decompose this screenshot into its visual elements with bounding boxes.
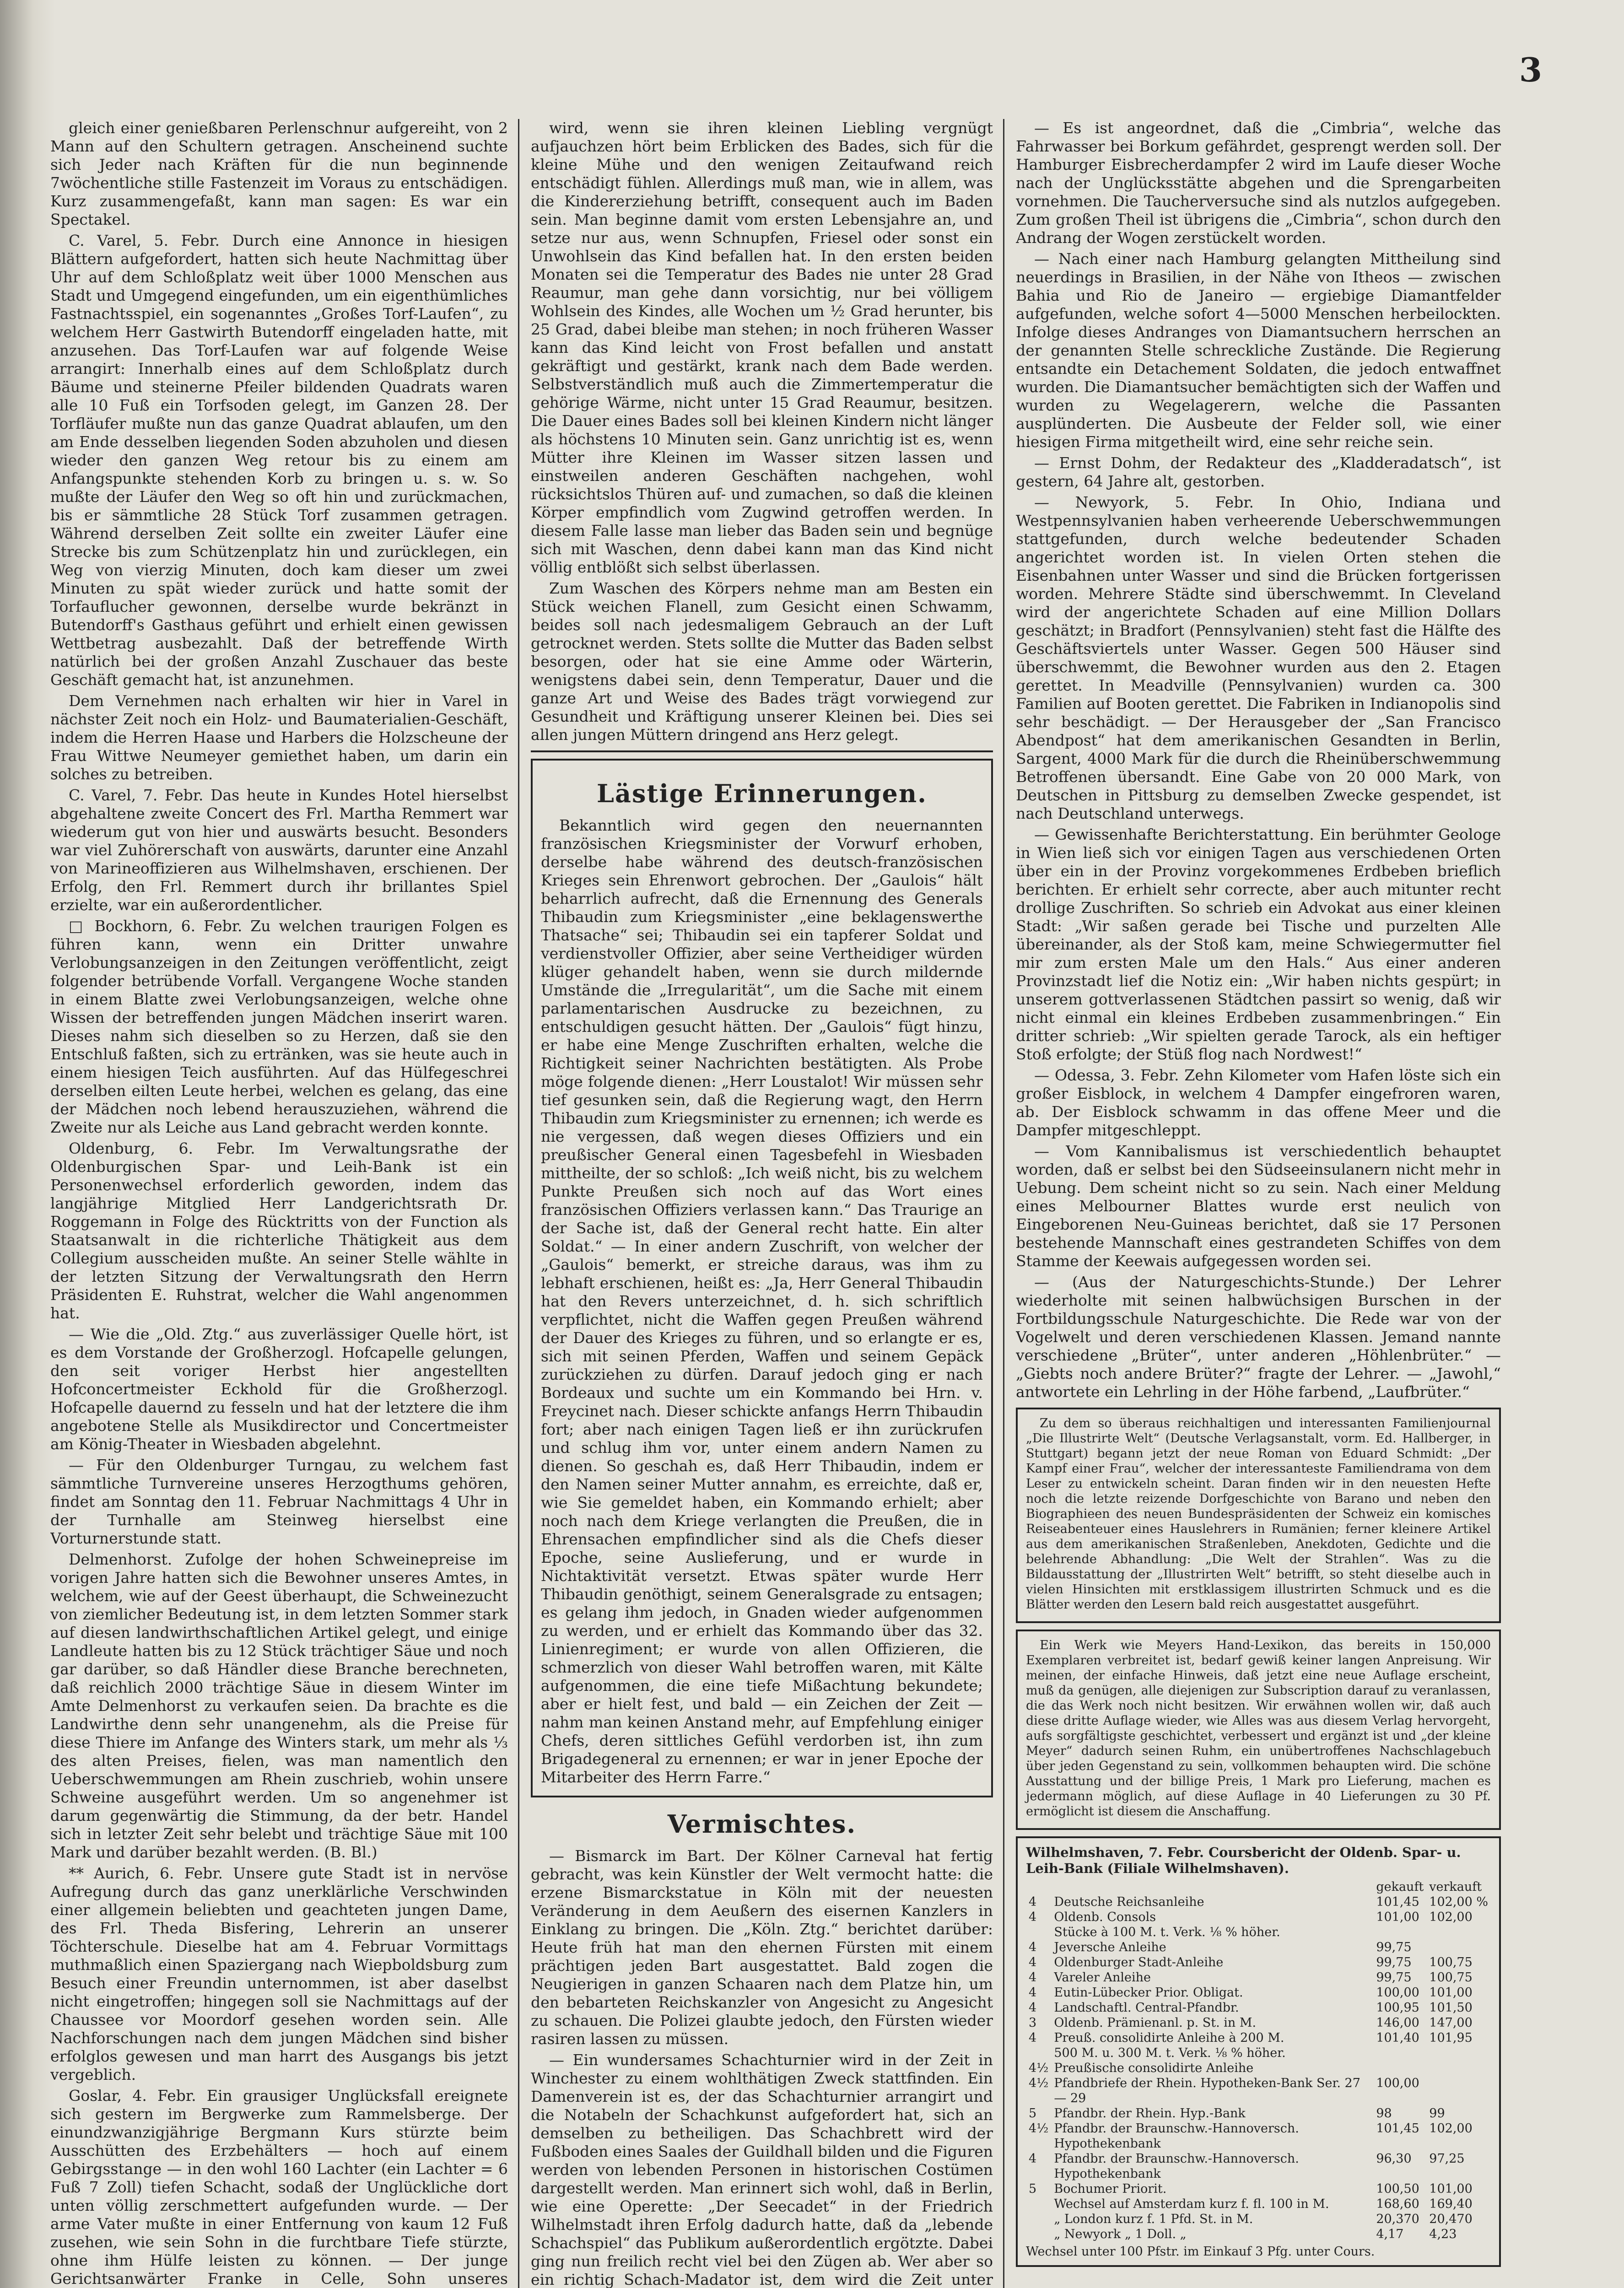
table-cell: Oldenb. Prämienanl. p. St. in M. xyxy=(1054,2016,1257,2030)
column-1-articles xyxy=(50,119,508,2288)
table-cell: 101,50 xyxy=(1429,2001,1473,2015)
table-cell: Pfandbr. der Rhein. Hyp.-Bank xyxy=(1054,2106,1246,2121)
column-2-baden-continued xyxy=(531,119,993,744)
table-cell: 500 M. u. 300 M. t. Verk. ⅛ % höher. xyxy=(1054,2046,1286,2060)
article-paragraph: gleich einer genießbaren Perlenschnur aufgereiht, von 2 Mann auf den Schultern getragen. Anscheinend suchte sich Jeder nach Kräften für die nun beginnende 7wöchentliche stille Fastenzeit im Voraus zu entschädigen. Kurz zusammengefaßt, kann man sagen: Es war ein Spectakel. xyxy=(50,119,508,228)
table-cell xyxy=(1026,1925,1051,1940)
meyers-lexikon-notice xyxy=(1016,1630,1501,1830)
table-cell: 99,75 xyxy=(1376,1955,1412,1970)
table-row xyxy=(1026,1940,1491,1955)
table-cell: 168,60 xyxy=(1376,2197,1419,2211)
article-paragraph: Zum Waschen des Körpers nehme man am Besten ein Stück weichen Flanell, zum Gesicht einen Schwamm, beides soll nach jedesmaligem Gebrauch an der Luft getrocknet werden. Stets sollte die Mutter das Baden selbst besorgen, oder hat sie eine Amme oder Wärterin, wenigstens dabei sein, denn Temperatur, Dauer und die ganze Art und Weise des Bades trägt vorwiegend zur Gesundheit und Kräftigung unserer Kleinen bei. Dies sei allen jungen Müttern dringend ans Herz gelegt. xyxy=(531,579,993,744)
coursbericht-header: Wilhelmshaven, 7. Febr. Coursbericht der Oldenb. Spar- u. Leih-Bank (Filiale Wilhelmshaven). xyxy=(1026,1845,1461,1876)
column-3-articles xyxy=(1016,119,1501,1401)
table-cell: 101,95 xyxy=(1429,2031,1473,2045)
table-cell: Preußische consolidirte Anleihe xyxy=(1054,2061,1254,2075)
coursbericht-header-row xyxy=(1026,1879,1491,1894)
table-cell: 147,00 xyxy=(1429,2016,1473,2030)
table-row xyxy=(1026,2106,1491,2121)
table-cell: 5 xyxy=(1029,2106,1037,2121)
table-row xyxy=(1026,2076,1491,2106)
article-paragraph: Bekanntlich wird gegen den neuernannten französischen Kriegsminister der Vorwurf erhoben, derselbe habe während des deutsch-französischen Krieges sein Ehrenwort gebrochen. Der „Gaulois“ hält beharrlich aufrecht, daß die Ernennung des Generals Thibaudin zum Kriegsminister „eine beklagenswerthe Thatsache“ sei; Thibaudin sei ein tapferer Soldat und verdienstvoller Offizier, aber seine Vertheidiger würden klüger gehandelt haben, wenn sie durch mildernde Umstände die „Irregularität“, um die Sache mit einem parlamentarischen Ausdrucke zu bezeichnen, zu entschuldigen gesucht hätten. Der „Gaulois“ fügt hinzu, er habe eine Menge Zuschriften erhalten, welche die Richtigkeit seiner Nachrichten bestätigten. Als Probe möge folgende dienen: „Herr Loustalot! Wir müssen sehr tief gesunken sein, daß die Regierung wagt, den Herrn Thibaudin zum Kriegsminister zu ernennen; ich werde es nie vergessen, daß wegen dieses Offiziers und ein preußischer General einen Tagesbefehl in Wiesbaden mittheilte, der so schloß: „Ich weiß nicht, bis zu welchem Punkte Preußen sich noch auf das Wort eines französischen Offiziers verlassen kann.“ Das Traurige an der Sache ist, daß der General recht hatte. Ein alter Soldat.“ — In einer andern Zuschrift, von welcher der „Gaulois“ bemerkt, er streiche daraus, was ihm zu lebhaft erschienen, heißt es: „Ja, Herr General Thibaudin hat den Revers unterzeichnet, d. h. sich schriftlich verpflichtet, nicht die Waffen gegen Preußen während der Dauer des Krieges zu führen, und so erlangte er es, sich mit seinen Pferden, Waffen und seinem Gepäck zurückziehen zu dürfen. Darauf jedoch ging er nach Bordeaux und suchte um ein Kommando bei Hrn. v. Freycinet nach. Dieser schickte anfangs Herrn Thibaudin fort; aber nach einigen Tagen ließ er ihn zurückrufen und schlug ihm vor, unter einem andern Namen zu dienen. So geschah es, daß Herr Thibaudin, indem er den Namen seiner Mutter annahm, es erreichte, daß er, wie Sie gemeldet haben, ein Kommando erhielt; aber noch nach dem Kriege verlangten die Preußen, die in Ehrensachen empfindlicher sind als die Chefs dieser Epoche, seine Auslieferung, und er wurde in Nichtaktivität versetzt. Etwas später wurde Herr Thibaudin genöthigt, seinem Generalsgrade zu entsagen; es gelang ihm jedoch, in Gnaden wieder aufgenommen zu werden, und er erhielt das Kommando über das 32. Linienregiment; er wurde von allen Offizieren, die schmerzlich von dieser Wahl betroffen waren, mit Kälte aufgenommen, die eine tiefe Mißachtung bekundete; aber er hielt fest, und bald — ein Zeichen der Zeit — nahm man keinen Anstand mehr, auf Empfehlung einiger Chefs, deren sittliches Gefühl verdorben ist, ihn zum Brigadegeneral zu ernennen; er war in jener Epoche der Mitarbeiter des Herrn Farre.“ xyxy=(541,816,983,1786)
table-cell: 20,470 xyxy=(1429,2212,1473,2226)
table-cell: 97,25 xyxy=(1429,2152,1465,2166)
column-1 xyxy=(50,119,508,2288)
table-cell: 101,00 xyxy=(1429,2182,1473,2196)
table-cell: Oldenburger Stadt-Anleihe xyxy=(1054,1955,1224,1970)
table-cell xyxy=(1426,1940,1491,1955)
coursbericht-rows xyxy=(1026,1894,1491,2242)
newspaper-page xyxy=(50,50,1560,2288)
table-cell: 146,00 xyxy=(1376,2016,1419,2030)
table-cell: Pfandbr. der Braunschw.-Hannoversch. Hypothekenbank xyxy=(1054,2152,1299,2181)
table-cell: 5 xyxy=(1029,2182,1037,2196)
table-cell: Wechsel auf Amsterdam kurz f. fl. 100 in M. xyxy=(1054,2197,1329,2211)
table-cell: 102,00 xyxy=(1429,1910,1473,1924)
column-rule-1 xyxy=(518,119,519,2288)
table-row xyxy=(1026,2181,1491,2196)
table-cell: Jeversche Anleihe xyxy=(1054,1940,1166,1954)
table-cell: Oldenb. Consols xyxy=(1054,1910,1156,1924)
table-cell: 4½ xyxy=(1029,2061,1049,2075)
table-cell: 4 xyxy=(1029,1986,1037,2000)
coursbericht xyxy=(1016,1836,1501,2267)
table-row xyxy=(1026,2030,1491,2045)
table-cell: Landschaftl. Central-Pfandbr. xyxy=(1054,2001,1239,2015)
article-paragraph: wird, wenn sie ihren kleinen Liebling vergnügt aufjauchzen hört beim Erblicken des Bades, sich für die kleine Mühe und den wenigen Zeitaufwand reich entschädigt fühlen. Allerdings muß man, wie in allem, was die Kindererziehung betrifft, consequent auch im Baden sein. Man beginne damit vom ersten Lebensjahre an, und setze nur aus, wenn Schnupfen, Friesel oder sonst ein Unwohlsein das Kind befallen hat. In den ersten beiden Monaten sei die Temperatur des Bades nie unter 28 Grad Reaumur, man gehe dann vorsichtig, nur bei völligem Wohlsein des Kindes, alle Wochen um ½ Grad herunter, bis 25 Grad, dabei bleibe man stehen; in noch früheren Wasser kann das Kind leicht von Frost befallen und anstatt gekräftigt und gestärkt, krank nach dem Bade werden. Selbstverständlich muß auch die Zimmertemperatur die gehörige Wärme, nicht unter 15 Grad Reaumur, besitzen. Die Dauer eines Bades soll bei kleinen Kindern nicht länger als höchstens 10 Minuten sein. Ganz unrichtig ist es, wenn Mütter ihre Kleinen im Wasser sitzen lassen und einstweilen anderen Geschäften nachgehen, wohl rücksichtslos Thüren auf- und zumachen, so daß die kleinen Körper empfindlich vom Zugwind getroffen werden. In diesem Falle lasse man lieber das Baden sein und begnüge sich mit Waschen, denn dabei kann man das Kind nicht völlig entblößt sich selbst überlassen. xyxy=(531,119,993,576)
table-cell: 100,00 xyxy=(1376,1986,1419,2000)
table-cell: 101,45 xyxy=(1376,1895,1419,1909)
table-row xyxy=(1026,2000,1491,2015)
page-number: 3 xyxy=(1519,50,1542,89)
table-cell: 4 xyxy=(1029,2001,1037,2015)
table-cell xyxy=(1426,2076,1491,2106)
col-header: gekauft xyxy=(1376,1880,1424,1894)
coursbericht-table xyxy=(1026,1879,1491,2242)
table-row xyxy=(1026,2015,1491,2030)
table-row xyxy=(1026,2045,1491,2061)
table-row xyxy=(1026,2121,1491,2151)
table-cell: 20,370 xyxy=(1376,2212,1419,2226)
table-row xyxy=(1026,1970,1491,1985)
table-cell: 4 xyxy=(1029,1895,1037,1909)
table-cell: „ Newyork „ 1 Doll. „ xyxy=(1054,2227,1187,2241)
table-cell: 101,40 xyxy=(1376,2031,1419,2045)
column-rule-2 xyxy=(1003,119,1004,2288)
table-cell xyxy=(1373,1925,1426,1940)
table-cell: 4 xyxy=(1029,1940,1037,1954)
table-cell: „ London kurz f. 1 Pfd. St. in M. xyxy=(1054,2212,1253,2226)
table-cell: Pfandbriefe der Rhein. Hypotheken-Bank Ser. 27 — 29 xyxy=(1054,2076,1360,2105)
table-cell: 102,00 xyxy=(1429,2121,1473,2136)
table-cell: Bochumer Priorit. xyxy=(1054,2182,1167,2196)
table-cell xyxy=(1373,2061,1426,2076)
table-cell: Stücke à 100 M. t. Verk. ⅛ % höher. xyxy=(1054,1925,1280,1939)
table-cell: 4,23 xyxy=(1429,2227,1457,2241)
section-rule xyxy=(531,750,993,752)
coursbericht-footer: Wechsel unter 100 Pfstr. im Einkauf 3 Pfg. unter Cours. xyxy=(1026,2245,1375,2259)
notice-text: Ein Werk wie Meyers Hand-Lexikon, das bereits in 150,000 Exemplaren verbreitet ist, bedarf gewiß keiner langen Anpreisung. Wir meinen, der einfache Hinweis, daß jetzt eine neue Auflage erscheint, muß da genügen, alle diejenigen zur Subscription darauf zu veranlassen, die das Werk noch nicht besitzen. Wir erwähnen wollen wir, daß auch diese dritte Auflage wieder, wie Alles was aus diesem Verlag hervorgeht, aufs sorgfältigste geschichtet, verbessert und ergänzt ist und „der kleine Meyer“ dadurch seinen Ruhm, ein unübertroffenes Nachschlagebuch über jeden Gegenstand zu sein, vollkommen behaupten wird. Die schöne Ausstattung und der billige Preis, 1 Mark pro Lieferung, machen es jedermann möglich, auf diese Auflage in 40 Lieferungen zu 30 Pf. ermöglicht ist diesem die Anschaffung. xyxy=(1026,1638,1491,1819)
table-cell xyxy=(1026,2196,1051,2212)
table-cell xyxy=(1426,1925,1491,1940)
article-paragraph: C. Varel, 7. Febr. Das heute in Kundes Hotel hierselbst abgehaltene zweite Concert des Frl. Martha Remmert war wiederum gut von hier und auswärts besucht. Besonders war viel Zuhörerschaft von auswärts, darunter eine Anzahl von Marineoffizieren aus Wilhelmshaven, erschienen. Der Erfolg, den Frl. Remmert durch ihr brillantes Spiel erzielte, war ein außerordentlicher. xyxy=(50,786,508,914)
article-paragraph: □ Bockhorn, 6. Febr. Zu welchen traurigen Folgen es führen kann, wenn ein Dritter unwahre Verlobungsanzeigen in den Zeitungen veröffentlicht, zeigt folgender betrübende Vorfall. Vergangene Woche standen in einem Blatte zwei Verlobungsanzeigen, welche ohne Wissen der betreffenden jungen Mädchen inserirt waren. Dieses nahm sich dieselben so zu Herzen, daß sie den Entschluß faßten, sich zu ertränken, was sie heute auch in einem hiesigen Teich ausführten. Auf das Hülfegeschrei derselben eilten Leute herbei, welchen es gelang, das eine der Mädchen noch lebend herauszuziehen, während die Zweite nur als Leiche aus Land gebracht werden konnte. xyxy=(50,917,508,1136)
article-paragraph: — Ein wundersames Schachturnier wird in der Zeit in Winchester zu einem wohlthätigen Zweck stattfinden. Ein Damenverein ist es, der das Schachturnier arrangirt und die Notabeln der Schachkunst aufgefordert hat, sich an demselben zu betheiligen. Das Schachbrett wird der Fußboden eines Saales der Guildhall bilden und die Figuren werden von lebenden Personen in historischen Costümen dargestellt werden. Man erinnert sich wohl, daß in Berlin, wie eine Operette: „Der Seecadet“ in der Friedrich Wilhelmstadt ihren Erfolg dadurch hatte, daß da „lebende Schachspiel“ das Publikum außerordentlich ergötzte. Dabei ging nun freilich recht viel bei den Zügen ab. Wer aber so ein richtig Schach-Madator ist, dem wird die Zeit unter xyxy=(531,2051,993,2288)
table-cell xyxy=(1426,2045,1491,2061)
table-cell: 96,30 xyxy=(1376,2152,1412,2166)
table-cell xyxy=(1026,2227,1051,2242)
table-cell: 100,00 xyxy=(1376,2076,1419,2090)
table-cell: 101,45 xyxy=(1376,2121,1419,2136)
col-header: verkauft xyxy=(1429,1880,1482,1894)
table-cell: 3 xyxy=(1029,2016,1037,2030)
table-cell: 102,00 % xyxy=(1429,1895,1488,1909)
article-paragraph: — Für den Oldenburger Turngau, zu welchem fast sämmtliche Turnvereine unseres Herzogthums gehören, findet am Sonntag den 11. Februar Nachmittags 4 Uhr in der Turnhalle am Steinweg hierselbst eine Vorturnerstunde statt. xyxy=(50,1456,508,1547)
article-paragraph: Dem Vernehmen nach erhalten wir hier in Varel in nächster Zeit noch ein Holz- und Baumaterialien-Geschäft, indem die Herren Haase und Harbers die Holzscheune der Frau Wittwe Neumeyer gemiethet haben, um darin ein solches zu betreiben. xyxy=(50,692,508,783)
article-paragraph: — Bismarck im Bart. Der Kölner Carneval hat fertig gebracht, was kein Künstler der Welt vermocht hatte: die erzene Bismarckstatue in Köln mit der neuesten Veränderung in dem Aeußern des eisernen Kanzlers in Einklang zu bringen. Die „Köln. Ztg.“ berichtet darüber: Heute früh hat man den ehernen Fürsten mit einem prächtigen jeden Bart ausgestattet. Bald zogen die Neugierigen in ganzen Schaaren nach dem Platze hin, um den bebarteten Reichskanzler von Angesicht zu Angesicht zu schauen. Die Polizei glaubte jedoch, den Fürsten wieder rasiren lassen zu müssen. xyxy=(531,1847,993,2048)
col-header xyxy=(1026,1879,1051,1894)
col-header xyxy=(1051,1879,1373,1894)
heading-lastige-erinnerungen: Lästige Erinnerungen. xyxy=(597,779,927,808)
table-cell xyxy=(1373,2045,1426,2061)
table-row xyxy=(1026,2151,1491,2181)
article-paragraph: — Gewissenhafte Berichterstattung. Ein berühmter Geologe in Wien ließ sich vor einigen Tagen aus verschiedenen Orten über ein in der Provinz vorgekommenes Erdbeben brieflich berichten. Er erhielt sehr correcte, aber auch mitunter recht drollige Zuschriften. So schrieb ein Advokat aus einer kleinen Stadt: „Wir saßen gerade bei Tische und purzelten Alle übereinander, als der Stoß kam, meine Schwiegermutter fiel mir zum ersten Male um den Hals.“ Aus einer anderen Provinzstadt lief die Notiz ein: „Wir haben nichts gespürt; in unserem gottverlassenen Städtchen passirt so wenig, daß wir nicht einmal ein kleines Erdbeben zusammenbringen.“ Ein dritter schrieb: „Wir spielten gerade Tarock, als ein heftiger Stoß erfolgte; der Stüß flog nach Nordwest!“ xyxy=(1016,826,1501,1063)
table-cell: 101,00 xyxy=(1429,1986,1473,2000)
article-paragraph: — Ernst Dohm, der Redakteur des „Kladderadatsch“, ist gestern, 64 Jahre alt, gestorben. xyxy=(1016,454,1501,490)
table-cell: Vareler Anleihe xyxy=(1054,1970,1151,1985)
table-cell xyxy=(1026,2045,1051,2061)
table-row xyxy=(1026,2212,1491,2227)
table-cell: 99,75 xyxy=(1376,1970,1412,1985)
table-cell: 169,40 xyxy=(1429,2197,1473,2211)
table-cell: 4 xyxy=(1029,2152,1037,2166)
table-cell: Eutin-Lübecker Prior. Obligat. xyxy=(1054,1986,1243,2000)
column-3 xyxy=(1016,119,1501,2288)
table-cell: 4,17 xyxy=(1376,2227,1404,2241)
article-paragraph: Delmenhorst. Zufolge der hohen Schweinepreise im vorigen Jahre hatten sich die Bewohner unseres Amtes, in welchem, wie auf der Geest überhaupt, die Schweinezucht von ziemlicher Bedeutung ist, in dem letzten Sommer stark auf diesen landwirthschaftlichen Artikel gelegt, und einige Landleute hatten bis zu 12 Stück trächtiger Säue und noch gar darüber, so daß Händler diese Branche berechneten, daß reichlich 2000 trächtige Säue in diesem Winter im Amte Delmenhorst zu verkaufen seien. Da brachte es die Landwirthe denn sehr unangenehm, als die Preise für diese Thiere im Anfange des Winters stark, um mehr als ⅓ des alten Preises, fielen, was man namentlich den Ueberschwemmungen am Rhein zuschrieb, wohin unsere Schweine ausgeführt werden. Um so angenehmer ist darum gegenwärtig die Stimmung, da der betr. Handel sich in letzter Zeit sehr belebt und trächtige Säue mit 100 Mark und darüber bezahlt werden. (B. Bl.) xyxy=(50,1550,508,1861)
table-cell: 100,50 xyxy=(1376,2182,1419,2196)
lastige-erinnerungen-box xyxy=(531,759,993,1797)
table-cell: 4 xyxy=(1029,1910,1037,1924)
table-row xyxy=(1026,1925,1491,1940)
article-paragraph: — Vom Kannibalismus ist verschiedentlich behauptet worden, daß er selbst bei den Südseeinsulanern nicht mehr in Uebung. Dem scheint nicht so zu sein. Nach einer Meldung eines Melbourner Blattes wurde erst neulich von Eingeborenen Neu-Guineas berichtet, daß sie 17 Personen bestehende Mannschaft eines gestrandeten Schiffes von dem Stamme der Keewais aufgegessen worden sei. xyxy=(1016,1142,1501,1270)
table-row xyxy=(1026,2061,1491,2076)
table-cell: 4 xyxy=(1029,1970,1037,1985)
article-paragraph: — Wie die „Old. Ztg.“ aus zuverlässiger Quelle hört, ist es dem Vorstande der Großherzogl. Hofcapelle gelungen, den seit voriger Herbst hier angestellten Hofconcertmeister Eckhold für die Großherzogl. Hofcapelle dauernd zu fesseln und hat der letztere die ihm angebotene Stelle als Musikdirector und Concertmeister am König-Theater in Wiesbaden abgelehnt. xyxy=(50,1325,508,1453)
table-cell: 100,75 xyxy=(1429,1970,1473,1985)
lastige-erinnerungen-article xyxy=(541,816,983,1786)
table-cell: Preuß. consolidirte Anleihe à 200 M. xyxy=(1054,2031,1284,2045)
table-row xyxy=(1026,2196,1491,2212)
notice-text: Zu dem so überaus reichhaltigen und interessanten Familienjournal „Die Illustrirte Welt“ (Deutsche Verlagsanstalt, vorm. Ed. Hallberger, in Stuttgart) begann jetzt der neue Roman von Eduard Schmidt: „Der Kampf einer Frau“, welcher der interessanteste Familiendrama von dem Leser zu entwickeln scheint. Daran finden wir in den neuesten Hefte noch die letzte reizende Dorfgeschichte von Barano und neben den Biographieen des neuen Bundespräsidenten der Schweiz ein komisches Reiseabenteuer eines Hauslehrers in Rumänien; ferner kleinere Artikel aus dem amerikanischen Straßenleben, Anekdoten, Gedichte und die belehrende Abhandlung: „Die Welt der Strahlen“. Was zu die Bildausstattung der „Illustrirten Welt“ betrifft, so steht dieselbe auch in vielen Hinsichten mit erstklassigem illustrirten Schmuck und es die Blätter werden den Lesern bald reich ausgestattet ausgeführt. xyxy=(1026,1416,1491,1612)
table-row xyxy=(1026,1910,1491,1925)
table-cell: 4½ xyxy=(1029,2121,1049,2136)
article-paragraph: — (Aus der Naturgeschichts-Stunde.) Der Lehrer wiederholte mit seinen halbwüchsigen Burschen in der Fortbildungsschule Naturgeschichte. Die Rede war von der Vogelwelt und deren verschiedenen Klassen. Jemand nannte verschiedene „Brüter“, unter anderen „Höhlenbrüter.“ — „Giebts noch andere Brüter?“ fragte der Lehrer. — „Jawohl,“ antwortete ein Lehrling in der Höhe farbend, „Laufbrüter.“ xyxy=(1016,1273,1501,1401)
table-cell: 99 xyxy=(1429,2106,1445,2121)
table-cell: 4½ xyxy=(1029,2076,1049,2090)
article-paragraph: ** Aurich, 6. Febr. Unsere gute Stadt ist in nervöse Aufregung durch das ganz unerklärliche Verschwinden einer allgemein beliebten und geachteten jungen Dame, des Frl. Theda Bisfering, Lehrerin an unserer Töchterschule. Dieselbe hat am 4. Februar Vormittags muthmaßlich einen Spaziergang nach Wiepboldsburg zum Besuch einer Freundin unternommen, ist aber daselbst nicht eingetroffen; hingegen soll sie Nachmittags auf der Chaussee vor Moordorf gesehen worden sein. Alle Nachforschungen nach dem jungen Mädchen sind bisher erfolglos gewesen und man harrt des Ausgangs bis jetzt vergeblich. xyxy=(50,1864,508,2083)
table-row xyxy=(1026,1955,1491,1970)
article-paragraph: — Newyork, 5. Febr. In Ohio, Indiana und Westpennsylvanien haben verheerende Ueberschwemmungen stattgefunden, durch welche bedeutender Schaden angerichtet worden ist. In vielen Orten stehen die Eisenbahnen unter Wasser und sind die Brücken fortgerissen worden. Mehrere Städte sind überschwemmt. In Cleveland wird der angerichtete Schaden auf eine Million Dollars geschätzt; in Bradfort (Pennsylvanien) steht fast die Hälfte des Geschäftsviertels unter Wasser. Gegen 500 Häuser sind überschwemmt, die Bewohner wurden aus den 2. Etagen gerettet. In Meadville (Pennsylvanien) wurden ca. 300 Familien auf Booten gerettet. Die Fabriken in Indianopolis sind sehr beschädigt. — Der Herausgeber der „San Francisco Abendpost“ hat dem amerikanischen Gesandten in Berlin, Sargent, 4000 Mark für die durch die Rheinüberschwemmung Betroffenen übersandt. Eine Gabe von 20 000 Mark, von Deutschen in Pittsburg zu demselben Zwecke gespendet, ist nach Deutschland unterwegs. xyxy=(1016,493,1501,822)
table-cell: Deutsche Reichsanleihe xyxy=(1054,1895,1204,1909)
vermischtes-articles xyxy=(531,1847,993,2288)
table-cell: 98 xyxy=(1376,2106,1392,2121)
column-2 xyxy=(531,119,993,2288)
article-paragraph: Oldenburg, 6. Febr. Im Verwaltungsrathe der Oldenburgischen Spar- und Leih-Bank ist ein Personenwechsel erforderlich geworden, indem das langjährige Mitglied Herr Landgerichtsrath Dr. Roggemann in Folge des Rücktritts von der Function als Staatsanwalt in die richterliche Thätigkeit aus dem Collegium ausscheiden mußte. An seiner Stelle wählte in der letzten Sitzung der Verwaltungsrath den Herrn Präsidenten E. Ruhstrat, welcher die Wahl angenommen hat. xyxy=(50,1139,508,1322)
table-row xyxy=(1026,1985,1491,2000)
table-row xyxy=(1026,2227,1491,2242)
table-cell xyxy=(1026,2212,1051,2227)
article-paragraph: — Es ist angeordnet, daß die „Cimbria“, welche das Fahrwasser bei Borkum gefährdet, gesprengt werden soll. Der Hamburger Eisbrecherdampfer 2 wird im Laufe dieser Woche nach der Unglücksstätte abgehen und die Sprengarbeiten vornehmen. Die Taucherversuche sind als nutzlos aufgegeben. Zum großen Theil ist übrigens die „Cimbria“, schon durch den Andrang der Wogen zerstückelt worden. xyxy=(1016,119,1501,247)
article-paragraph: — Nach einer nach Hamburg gelangten Mittheilung sind neuerdings in Brasilien, in der Nähe von Itheos — zwischen Bahia und Rio de Janeiro — ergiebige Diamantfelder aufgefunden, welche sofort 4—5000 Menschen herbeilockten. Infolge dieses Andranges von Diamantsuchern herrschen an der genannten Stelle schreckliche Zustände. Die Regierung entsandte ein Detachement Soldaten, die jedoch entwaffnet wurden. Die Diamantsucher bemächtigten sich der Waffen und wurden zu Wegelagerern, welche die Passanten ausplünderten. Die Ausbeute der Felder soll, wie einer hiesigen Firma mitgetheilt wird, eine sehr reiche sein. xyxy=(1016,250,1501,451)
table-cell: 101,00 xyxy=(1376,1910,1419,1924)
table-cell: 99,75 xyxy=(1376,1940,1412,1954)
article-paragraph: Goslar, 4. Febr. Ein grausiger Unglücksfall ereignete sich gestern im Bergwerke zum Rammelsberge. Der einundzwanzigjährige Bergmann Kurs stürzte beim Ausschütten des Erzbehälters — hoch auf einem Gebirgsstange — in den wohl 160 Lachter (ein Lachter = 6 Fuß 7 Zoll) tiefen Schacht, sodaß der Unglückliche dort unten völlig zerschmettert aufgefunden wurde. — Der arme Vater mußte in einer Entfernung von kaum 12 Fuß zusehen, wie sein Sohn in die furchtbare Tiefe stürzte, ohne ihm Hülfe leisten zu können. — Der junge Gerichtsanwärter Franke in Celle, Sohn unseres xyxy=(50,2087,508,2288)
table-cell: 100,75 xyxy=(1429,1955,1473,1970)
binding-spine xyxy=(0,0,55,2288)
article-paragraph: — Odessa, 3. Febr. Zehn Kilometer vom Hafen löste sich ein großer Eisblock, in welchem 4 Dampfer eingefroren waren, ab. Der Eisblock schwamm in das offene Meer und die Dampfer mitgeschleppt. xyxy=(1016,1066,1501,1139)
table-row xyxy=(1026,1894,1491,1910)
table-cell xyxy=(1426,2061,1491,2076)
article-paragraph: C. Varel, 5. Febr. Durch eine Annonce in hiesigen Blättern aufgefordert, hatten sich heute Nachmittag über Uhr auf dem Schloßplatz weit über 1000 Menschen aus Stadt und Umgegend eingefunden, um ein eigenthümliches Fastnachtsspiel, ein sogenanntes „Großes Torf-Laufen“, zu welchem Herr Gastwirth Butendorff eingeladen hatte, mit anzusehen. Das Torf-Laufen war auf folgende Weise arrangirt: Innerhalb eines auf dem Schloßplatz durch Bäume und steinerne Pfeiler bildenden Quadrats waren alle 10 Fuß ein Torfsoden gelegt, im Ganzen 28. Der Torfläufer mußte nun das ganze Quadrat ablaufen, um den am Ende desselben liegenden Soden abzuholen und diesen wieder den ganzen Weg retour bis zu einem am Anfangspunkte stehenden Korb zu bringen u. s. w. So mußte der Läufer den Weg so oft hin und zurückmachen, bis er sämmtliche 28 Stück Torf zusammen getragen. Während derselben Zeit sollte ein zweiter Läufer eine Strecke bis zum Schützenplatz hin und zurücklegen, ein Weg von vierzig Minuten, doch kam dieser um zwei Minuten zu spät wieder zurück und hatte somit der Torfauflucher gewonnen, derselbe wurde bekränzt in Butendorff's Gasthaus geführt und erhielt einen gewissen Wettbetrag ausbezahlt. Daß der betreffende Wirth natürlich bei der großen Anzahl Zuschauer das beste Geschäft gemacht hat, ist anzunehmen. xyxy=(50,232,508,689)
table-cell: 4 xyxy=(1029,1955,1037,1970)
table-cell: Pfandbr. der Braunschw.-Hannoversch. Hypothekenbank xyxy=(1054,2121,1299,2151)
illustrirte-welt-notice xyxy=(1016,1408,1501,1623)
heading-vermischtes: Vermischtes. xyxy=(667,1809,857,1839)
table-cell: 4 xyxy=(1029,2031,1037,2045)
table-cell: 100,95 xyxy=(1376,2001,1419,2015)
